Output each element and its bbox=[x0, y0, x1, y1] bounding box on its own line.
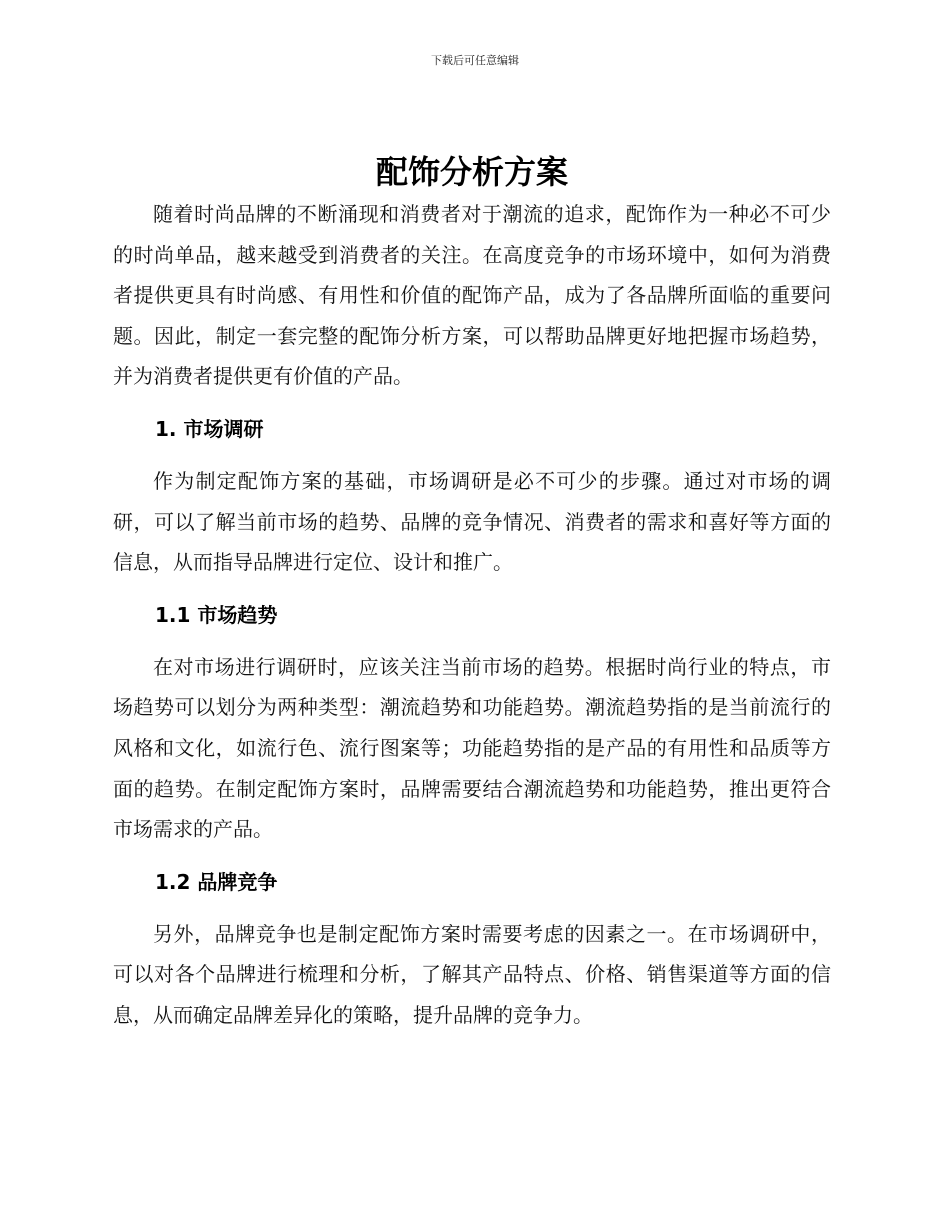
page-header: 下载后可任意编辑 bbox=[431, 54, 519, 67]
section-heading-market-research: 1. 市场调研 bbox=[155, 416, 264, 441]
section-body-market-trends: 在对市场进行调研时，应该关注当前市场的趋势。根据时尚行业的特点，市场趋势可以划分为两种类型：潮流趋势和功能趋势。潮流趋势指的是当前流行的风格和文化，如流行色、流行图案等；功能趋势指的是产品的有用性和品质等方面的趋势。在制定配饰方案时，品牌需要结合潮流趋势和功能趋势，推出更符合市场需求的产品。 bbox=[113, 654, 831, 842]
document-title: 配饰分析方案 bbox=[375, 153, 568, 191]
section-heading-brand-competition: 1.2 品牌竞争 bbox=[155, 869, 278, 894]
section-heading-market-trends: 1.1 市场趋势 bbox=[155, 602, 278, 627]
document-body bbox=[113, 150, 831, 1036]
intro-paragraph: 随着时尚品牌的不断涌现和消费者对于潮流的追求，配饰作为一种必不可少的时尚单品，越来越受到消费者的关注。在高度竞争的市场环境中，如何为消费者提供更具有时尚感、有用性和价值的配饰产品，成为了各品牌所面临的重要问题。因此，制定一套完整的配饰分析方案，可以帮助品牌更好地把握市场趋势，并为消费者提供更有价值的产品。 bbox=[113, 202, 831, 389]
section-body-market-research: 作为制定配饰方案的基础，市场调研是必不可少的步骤。通过对市场的调研，可以了解当前市场的趋势、品牌的竞争情况、消费者的需求和喜好等方面的信息，从而指导品牌进行定位、设计和推广。 bbox=[113, 468, 831, 575]
section-body-brand-competition: 另外，品牌竞争也是制定配饰方案时需要考虑的因素之一。在市场调研中，可以对各个品牌进行梳理和分析，了解其产品特点、价格、销售渠道等方面的信息，从而确定品牌差异化的策略，提升品牌的竞争力。 bbox=[113, 921, 831, 1027]
